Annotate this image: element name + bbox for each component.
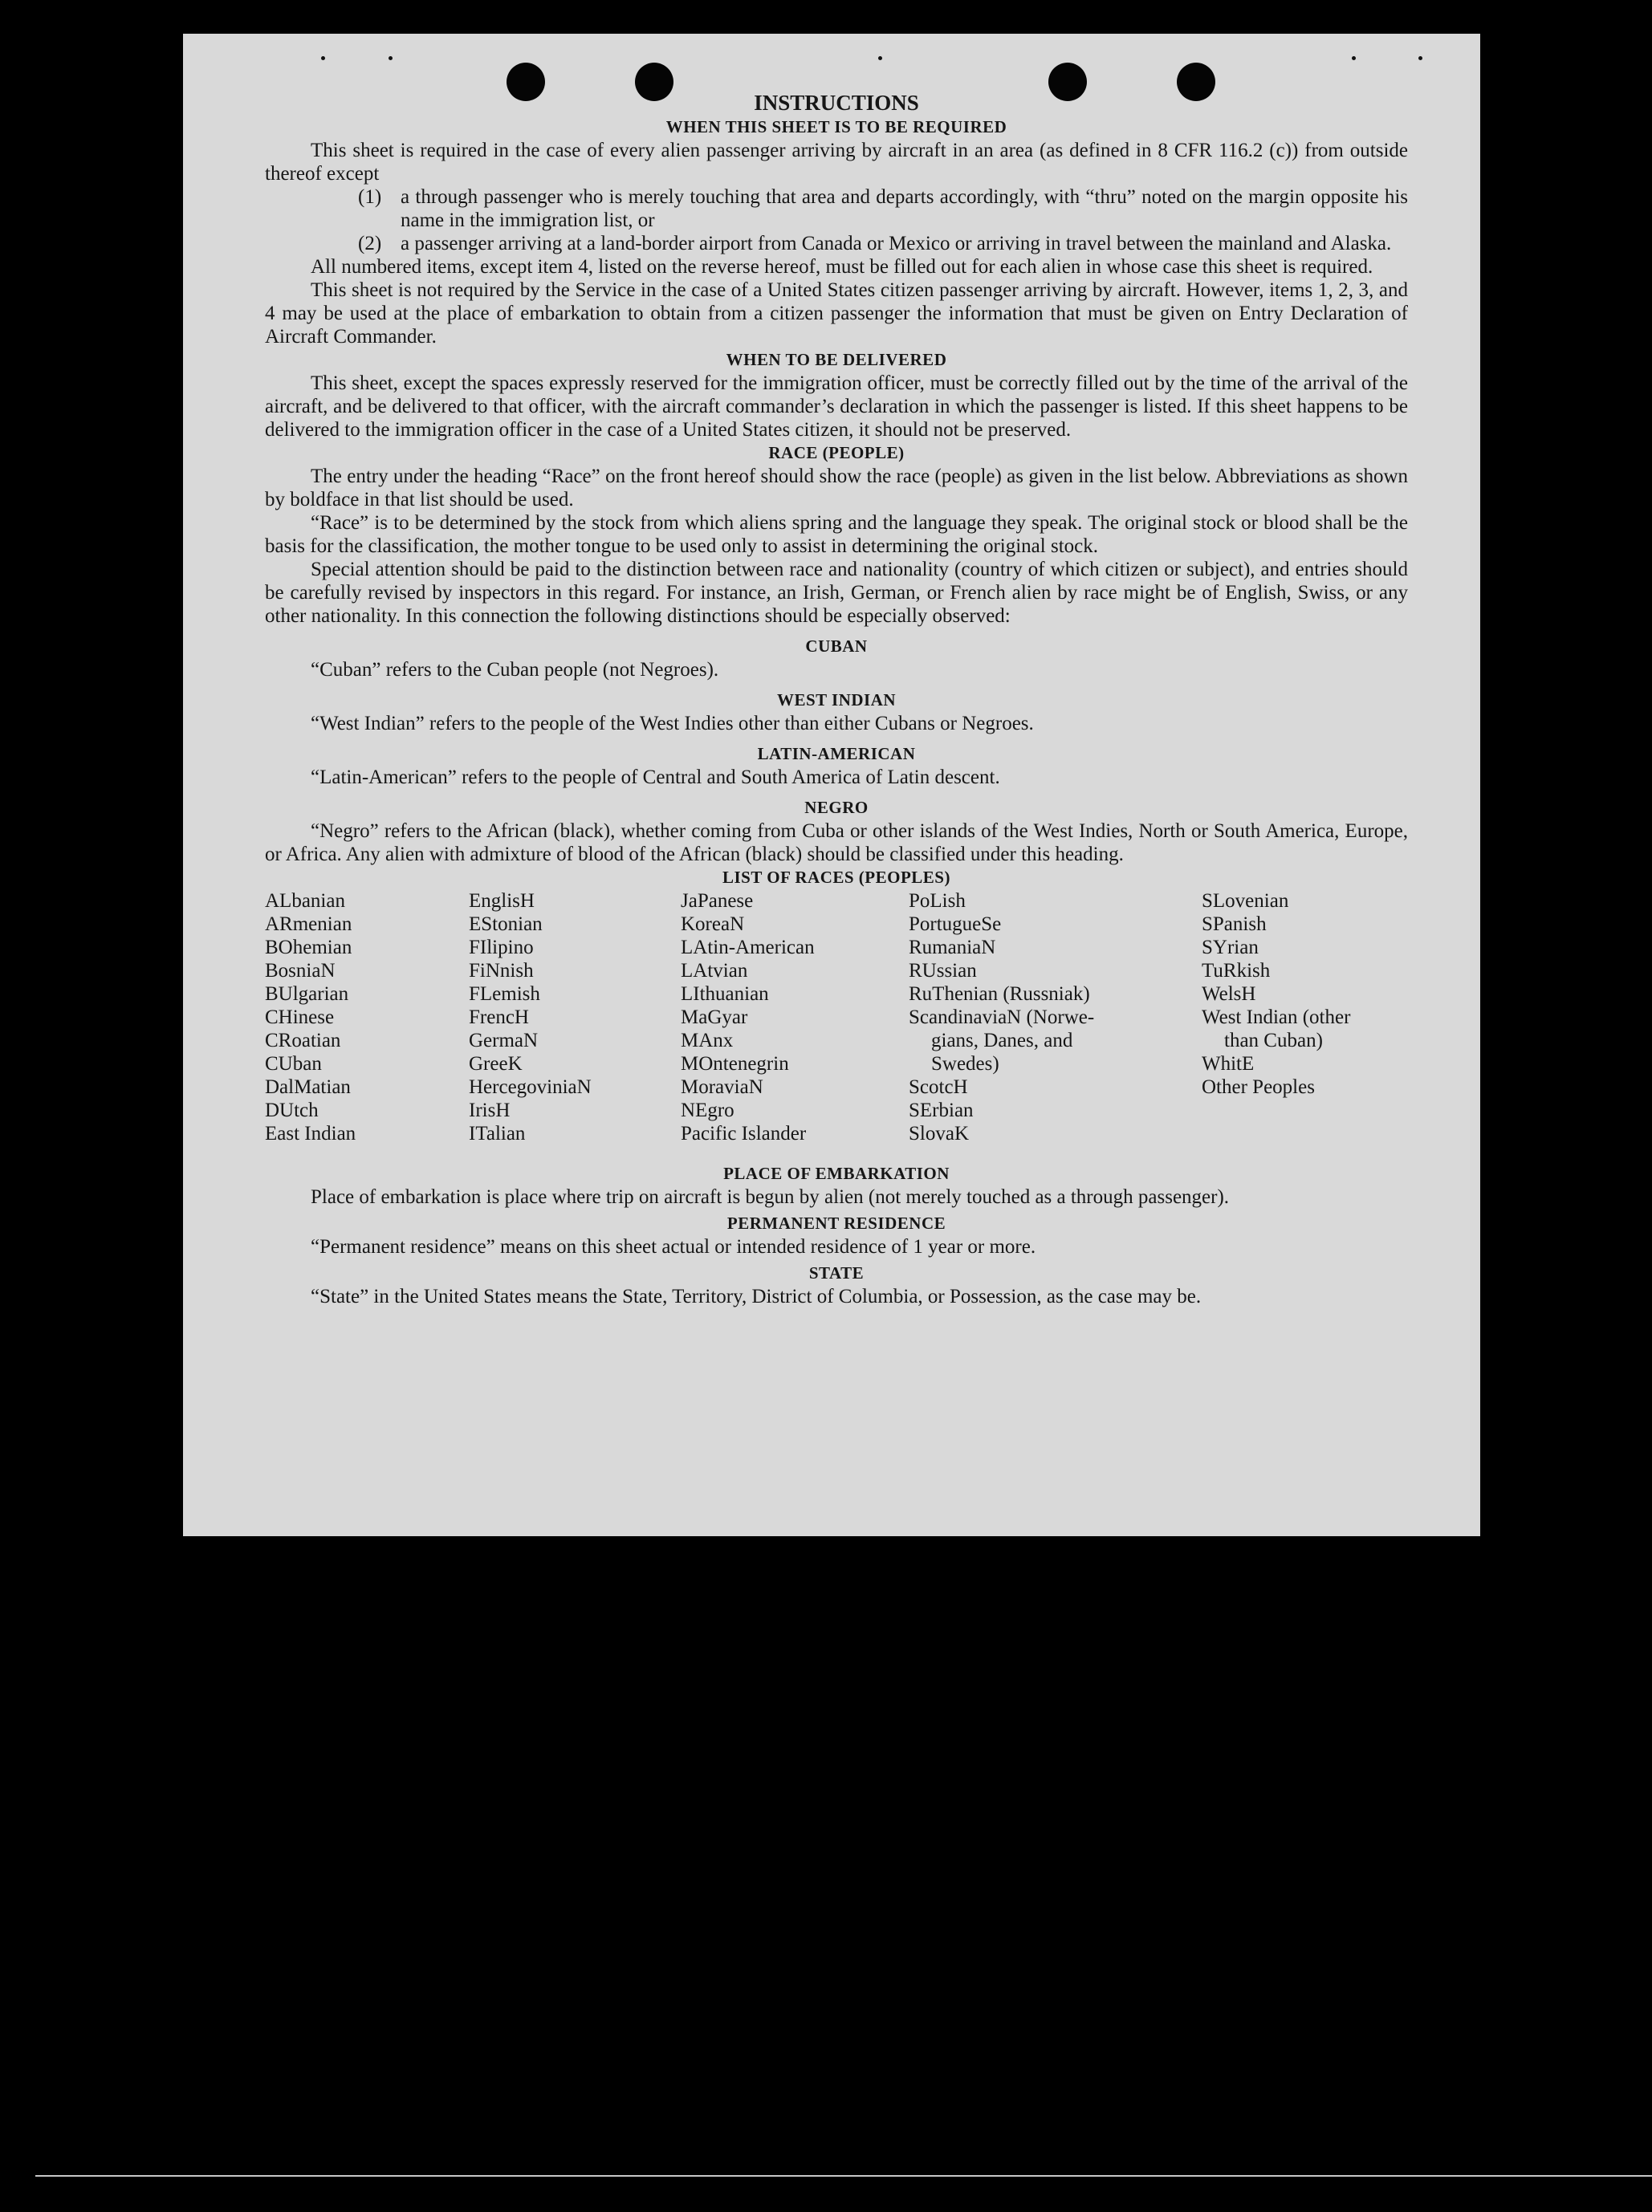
paragraph: This sheet is required in the case of every alien passenger arriving by aircraft in an area (as defined in 8 CFR 116.2 (c)) from outside thereof except [265, 140, 1408, 185]
race-entry: SYrian [1202, 937, 1259, 958]
section-heading: WHEN TO BE DELIVERED [726, 350, 947, 369]
race-entry: RumaniaN [909, 937, 996, 958]
section-heading: WEST INDIAN [776, 690, 897, 710]
race-entry: FiNnish [469, 960, 534, 982]
race-entry: TuRkish [1202, 960, 1271, 982]
races-column [469, 889, 592, 1145]
race-entry: West Indian (other [1202, 1006, 1351, 1028]
races-column [1202, 889, 1350, 1099]
paragraph: “Cuban” refers to the Cuban people (not Negroes). [311, 659, 719, 681]
race-entry: SlovaK [909, 1123, 969, 1145]
race-entry: RUssian [909, 960, 977, 982]
section-heading: NEGRO [804, 798, 869, 817]
race-entry: FIlipino [469, 937, 534, 958]
section-heading: RACE (PEOPLE) [768, 443, 905, 462]
list-item [265, 232, 1408, 255]
race-entry: ScotcH [909, 1076, 968, 1098]
race-entry: JaPanese [681, 890, 754, 912]
race-entry: ITalian [469, 1123, 526, 1145]
race-entry: FLemish [469, 983, 540, 1005]
paragraph: “Latin-American” refers to the people of Central and South America of Latin descent. [311, 766, 1000, 788]
paragraph: “Race” is to be determined by the stock from which aliens spring and the language they speak. The original stock or blood shall be the basis for the classification, the mother tongue to be used only to assist in determining the original stock. [265, 512, 1408, 557]
race-entry: EnglisH [469, 890, 535, 912]
race-entry: NEgro [681, 1100, 734, 1121]
race-entry: CHinese [265, 1006, 335, 1028]
section-heading: CUBAN [805, 636, 868, 656]
race-entry: RuThenian (Russniak) [909, 983, 1090, 1005]
race-entry: BOhemian [265, 937, 352, 958]
paragraph: The entry under the heading “Race” on the front hereof should show the race (people) as given in the list below. Abbreviations as shown by boldface in that list should be used. [265, 466, 1408, 510]
race-entry: MaGyar [681, 1006, 748, 1028]
race-entry: SErbian [909, 1100, 974, 1121]
speck [321, 56, 325, 60]
speck [1418, 56, 1422, 60]
race-entry: MAnx [681, 1030, 734, 1051]
race-entry: HercegoviniaN [469, 1076, 592, 1098]
race-entry: BosniaN [265, 960, 336, 982]
document-sheet [183, 34, 1480, 1536]
race-entry: KoreaN [681, 913, 745, 935]
race-entry: PortugueSe [909, 913, 1002, 935]
race-entry: SLovenian [1202, 890, 1289, 912]
race-entry: than Cuban) [1224, 1030, 1323, 1051]
section-heading: LATIN-AMERICAN [757, 744, 916, 763]
paragraph: “State” in the United States means the State, Territory, District of Columbia, or Possession, as the case may be. [311, 1286, 1202, 1307]
race-entry: WhitE [1202, 1053, 1255, 1075]
paragraph: “West Indian” refers to the people of the West Indies other than either Cubans or Negroes. [311, 713, 1034, 734]
paragraph: Place of embarkation is place where trip on aircraft is begun by alien (not merely touched as a through passenger). [311, 1186, 1230, 1208]
race-entry: CUban [265, 1053, 322, 1075]
race-entry: DUtch [265, 1100, 319, 1121]
paragraph: Special attention should be paid to the distinction between race and nationality (country of which citizen or subject), and entries should be carefully revised by inspectors in this regard. For instance, an Irish, German, or French alien by race might be of English, Swiss, or any other nationality. In this connection the following distinctions should be especially observed: [265, 559, 1408, 627]
section-heading: PERMANENT RESIDENCE [726, 1214, 946, 1233]
race-entry: GreeK [469, 1053, 523, 1075]
speck [389, 56, 393, 60]
race-entry: FrencH [469, 1006, 529, 1028]
section-heading: WHEN THIS SHEET IS TO BE REQUIRED [665, 117, 1007, 136]
race-entry: Swedes) [931, 1053, 999, 1075]
race-entry: CRoatian [265, 1030, 341, 1051]
paragraph: “Negro” refers to the African (black), whether coming from Cuba or other islands of the West Indies, North or South America, Europe, or Africa. Any alien with admixture of blood of the African (black) should be classified under this heading. [265, 820, 1408, 865]
race-entry: ARmenian [265, 913, 352, 935]
race-entry: GermaN [469, 1030, 539, 1051]
race-entry: LAtvian [681, 960, 748, 982]
race-entry: ALbanian [265, 890, 345, 912]
paragraph: This sheet, except the spaces expressly reserved for the immigration officer, must be correctly filled out by the time of the arrival of the aircraft, and be delivered to that officer, with the aircraft commander’s declaration in which the passenger is listed. If this sheet happens to be delivered to the immigration officer in the case of a United States citizen, it should not be preserved. [265, 372, 1408, 441]
race-entry: PoLish [909, 890, 966, 912]
race-entry: Other Peoples [1202, 1076, 1315, 1098]
section-heading: STATE [808, 1263, 865, 1283]
race-entry: EStonian [469, 913, 543, 935]
race-entry: East Indian [265, 1123, 356, 1145]
race-entry: IrisH [469, 1100, 511, 1121]
races-list [265, 889, 1408, 1162]
race-entry: MoraviaN [681, 1076, 763, 1098]
section-heading: LIST OF RACES (PEOPLES) [722, 868, 950, 887]
races-column [681, 889, 815, 1145]
item-text: a through passenger who is merely touching that area and departs accordingly, with “thru” noted on the margin opposite his name in the immigration list, or [401, 186, 1408, 231]
race-entry: MOntenegrin [681, 1053, 789, 1075]
race-entry: LIthuanian [681, 983, 769, 1005]
paragraph: “Permanent residence” means on this sheet actual or intended residence of 1 year or more. [311, 1236, 1036, 1258]
item-text: a passenger arriving at a land-border airport from Canada or Mexico or arriving in travel between the mainland and Alaska. [401, 233, 1392, 254]
race-entry: ScandinaviaN (Norwe- [909, 1006, 1095, 1028]
item-number: (1) [358, 186, 382, 208]
race-entry: SPanish [1202, 913, 1267, 935]
race-entry: DalMatian [265, 1076, 351, 1098]
paragraph: All numbered items, except item 4, listed on the reverse hereof, must be filled out for each alien in whose case this sheet is required. [311, 256, 1373, 278]
paragraph: This sheet is not required by the Service in the case of a United States citizen passenger arriving by aircraft. However, items 1, 2, 3, and 4 may be used at the place of embarkation to obtain from a citizen passenger the information that must be given on Entry Declaration of Aircraft Commander. [265, 279, 1408, 348]
race-entry: Pacific Islander [681, 1123, 807, 1145]
race-entry: gians, Danes, and [931, 1030, 1073, 1051]
races-column [909, 889, 1094, 1145]
page-title: INSTRUCTIONS [754, 91, 919, 115]
section-heading: PLACE OF EMBARKATION [723, 1164, 950, 1183]
scan-edge-line [35, 2175, 1652, 2177]
races-column [265, 889, 356, 1145]
list-item [265, 185, 1408, 232]
instructions-text [265, 90, 1408, 1308]
race-entry: BUlgarian [265, 983, 349, 1005]
speck [1352, 56, 1356, 60]
speck [878, 56, 882, 60]
race-entry: WelsH [1202, 983, 1256, 1005]
race-entry: LAtin-American [681, 937, 815, 958]
item-number: (2) [358, 233, 382, 254]
